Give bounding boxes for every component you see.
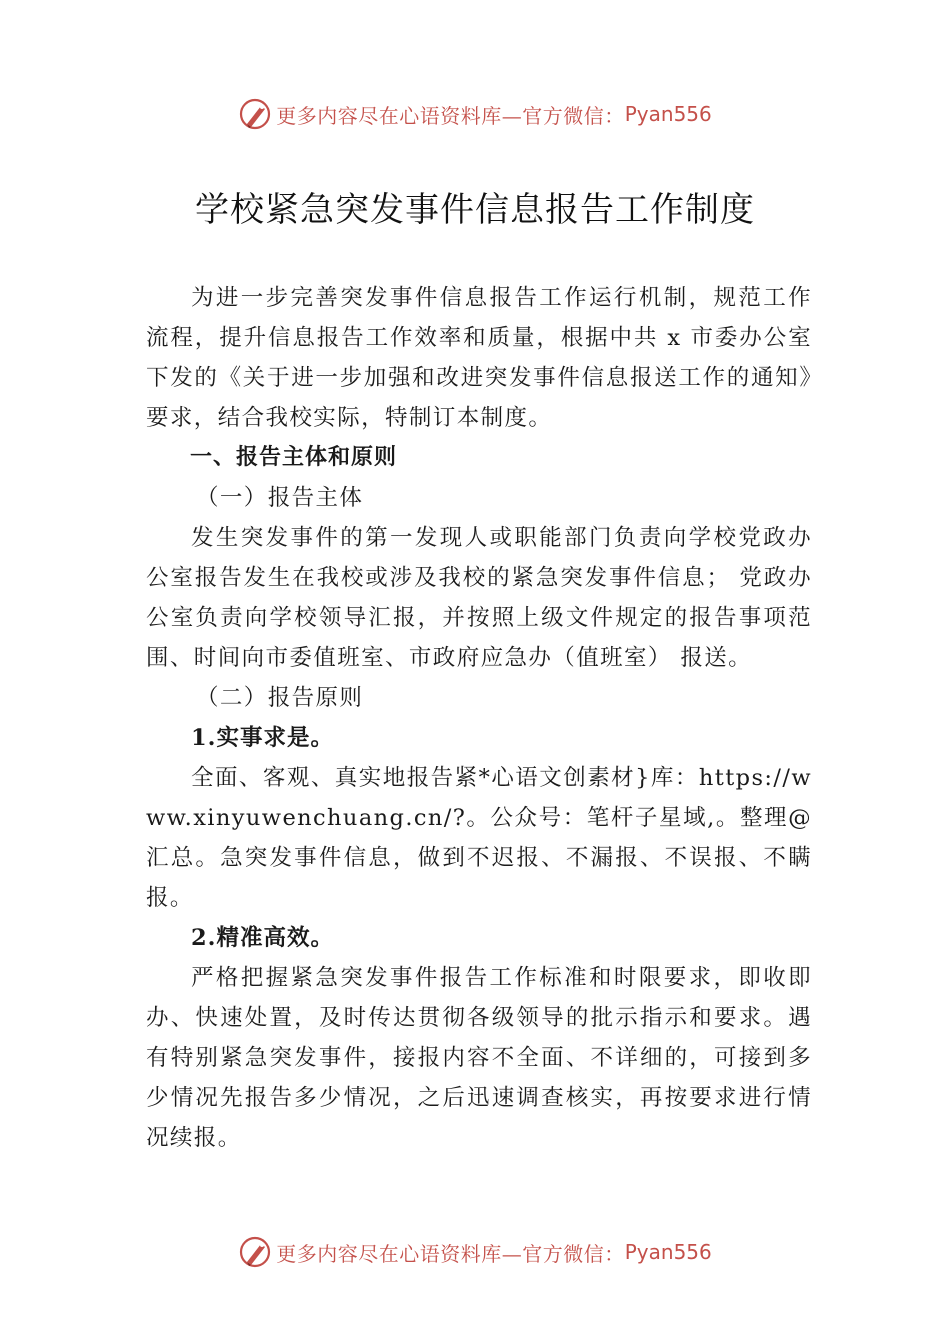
item-heading: 1.实事求是。: [191, 725, 334, 751]
pen-logo-icon: [238, 97, 272, 131]
item-heading: 2.精准高效。: [191, 925, 334, 951]
banner-text: 更多内容尽在心语资料库—官方微信：: [276, 1241, 625, 1266]
banner-text: 更多内容尽在心语资料库—官方微信：: [276, 103, 625, 128]
section-heading: 一、报告主体和原则: [190, 445, 398, 470]
document-body: [146, 278, 812, 1158]
subsection-heading: （二）报告原则: [196, 685, 364, 711]
paragraph: 发生突发事件的第一发现人或职能部门负责向学校党政办公室报告发生在我校或涉及我校的紧急突发事件信息； 党政办公室负责向学校领导汇报，并按照上级文件规定的报告事项范围、时间向市委值班室、市政府应急办（值班室） 报送。: [146, 525, 812, 671]
document-title: 学校紧急突发事件信息报告工作制度: [195, 190, 755, 230]
footer-banner: [0, 1232, 950, 1272]
banner-wechat-id: Pyan556: [624, 102, 712, 126]
intro-paragraph: 为进一步完善突发事件信息报告工作运行机制，规范工作流程，提升信息报告工作效率和质量，根据中共 x 市委办公室下发的《关于进一步加强和改进突发事件信息报送工作的通知》要求，结合我校实际，特制订本制度。: [146, 285, 812, 431]
subsection-heading: （一）报告主体: [196, 485, 364, 511]
banner-wechat-id: Pyan556: [624, 1240, 712, 1264]
paragraph: 严格把握紧急突发事件报告工作标准和时限要求，即收即办、快速处置，及时传达贯彻各级领导的批示指示和要求。遇有特别紧急突发事件，接报内容不全面、不详细的，可接到多少情况先报告多少情况，之后迅速调查核实，再按要求进行情况续报。: [146, 965, 812, 1151]
header-banner: [0, 94, 950, 134]
paragraph: 全面、客观、真实地报告紧*心语文创素材}库：https://www.xinyuwenchuang.cn/?。公众号：笔杆子星域,。整理@汇总。急突发事件信息，做到不迟报、不漏报、不误报、不瞒报。: [146, 765, 812, 911]
pen-logo-icon: [238, 1235, 272, 1269]
